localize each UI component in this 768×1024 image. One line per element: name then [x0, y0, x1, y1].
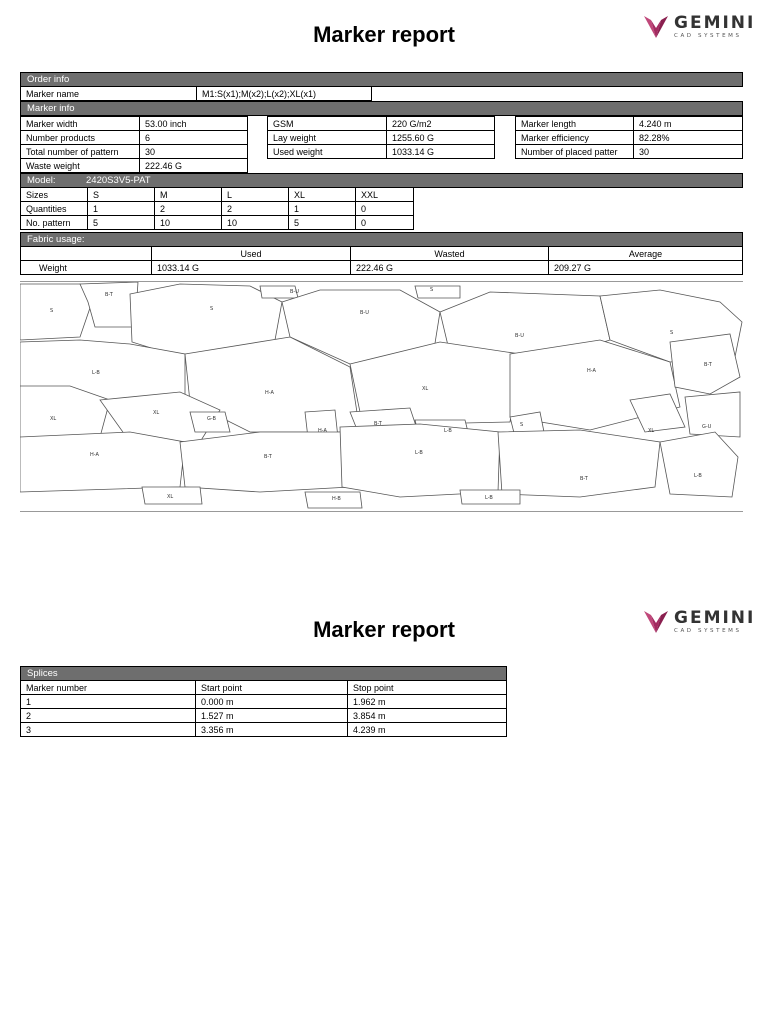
pattern-piece-label: B-T	[374, 421, 382, 427]
gemini-logo-page2	[642, 607, 755, 637]
pattern-piece-label: L-B	[694, 473, 702, 479]
table-row: Used Wasted Average	[21, 247, 743, 261]
table-row: 2 1.527 m 3.854 m	[21, 709, 507, 723]
table-row: Weight 1033.14 G 222.46 G 209.27 G	[21, 261, 743, 275]
logo-name: GEMINI	[674, 607, 756, 628]
table-row: Number products 6	[21, 131, 248, 145]
model-value: 2420S3V5-PAT	[86, 175, 151, 186]
pattern-piece-label: L-B	[415, 450, 423, 456]
pattern-piece-label: H-A	[265, 390, 274, 396]
pattern-piece-label: B-U	[290, 289, 299, 295]
order-info-header: Order info	[20, 72, 743, 87]
gemini-logo-icon	[642, 12, 670, 42]
marker-info-table-3	[515, 116, 743, 159]
table-row: Used weight 1033.14 G	[268, 145, 495, 159]
pattern-piece-label: H-A	[90, 452, 99, 458]
pattern-piece-label: B-T	[105, 292, 113, 298]
page-title: Marker report	[313, 22, 455, 47]
pattern-piece-label: L-B	[485, 495, 493, 501]
pattern-piece-label: B-U	[360, 310, 369, 316]
fabric-usage-table	[20, 246, 743, 275]
marker-name-label: Marker name	[21, 87, 197, 101]
pattern-piece-label: XL	[167, 494, 174, 500]
pattern-piece-label: B-T	[580, 476, 588, 482]
table-row: Marker efficiency 82.28%	[516, 131, 743, 145]
pattern-piece-label: L-B	[92, 370, 100, 376]
logo-subtitle: CAD SYSTEMS	[674, 627, 742, 634]
table-row: Lay weight 1255.60 G	[268, 131, 495, 145]
page2-title: Marker report	[313, 617, 455, 642]
pattern-piece-label: S	[520, 422, 524, 428]
model-table	[20, 187, 414, 230]
pattern-piece-label: S	[670, 330, 674, 336]
pattern-piece-label: B-T	[704, 362, 712, 368]
marker-info-table-1	[20, 116, 248, 173]
marker-info-header: Marker info	[20, 101, 743, 116]
table-row: No. pattern 5 10 10 5 0	[21, 216, 414, 230]
table-row: Total number of pattern 30	[21, 145, 248, 159]
table-row: 1 0.000 m 1.962 m	[21, 695, 507, 709]
gemini-logo	[642, 12, 755, 42]
pattern-piece-label: G-U	[702, 424, 712, 430]
pattern-piece-label: XL	[50, 416, 57, 422]
pattern-piece-label: G-B	[207, 416, 216, 422]
logo-subtitle: CAD SYSTEMS	[674, 32, 742, 39]
table-row: Marker number Start point Stop point	[21, 681, 507, 695]
splices-table	[20, 680, 507, 737]
splices-header: Splices	[20, 666, 507, 681]
table-row: Number of placed patter 30	[516, 145, 743, 159]
pattern-piece-label: XL	[153, 410, 160, 416]
pattern-piece-label: S	[50, 308, 54, 314]
table-row: Sizes S M L XL XXL	[21, 188, 414, 202]
pattern-piece-label: H-A	[318, 428, 327, 434]
table-row: Marker length 4.240 m	[516, 117, 743, 131]
marker-info-table-2	[267, 116, 495, 159]
table-row: Waste weight 222.46 G	[21, 159, 248, 173]
pattern-piece-label: S	[430, 287, 434, 293]
table-row: Marker width 53.00 inch	[21, 117, 248, 131]
table-row: 3 3.356 m 4.239 m	[21, 723, 507, 737]
fabric-usage-header: Fabric usage:	[20, 232, 743, 247]
order-info-table	[20, 86, 372, 101]
model-header: Model: 2420S3V5-PAT	[20, 173, 743, 188]
pattern-piece-label: L-B	[444, 428, 452, 434]
pattern-piece-label: XL	[648, 428, 655, 434]
marker-layout-drawing	[20, 282, 743, 511]
pattern-piece-label: S	[210, 306, 214, 312]
table-row: GSM 220 G/m2	[268, 117, 495, 131]
pattern-piece-label: B-T	[264, 454, 272, 460]
logo-name: GEMINI	[674, 12, 756, 33]
gemini-logo-icon	[642, 607, 670, 637]
marker-layout	[20, 281, 743, 512]
pattern-piece-label: B-U	[515, 333, 524, 339]
table-row: Quantities 1 2 2 1 0	[21, 202, 414, 216]
marker-name-value: M1:S(x1);M(x2);L(x2);XL(x1)	[197, 87, 372, 101]
pattern-piece-label: H-B	[332, 496, 341, 502]
pattern-piece-label: H-A	[587, 368, 596, 374]
pattern-piece-label: XL	[422, 386, 429, 392]
